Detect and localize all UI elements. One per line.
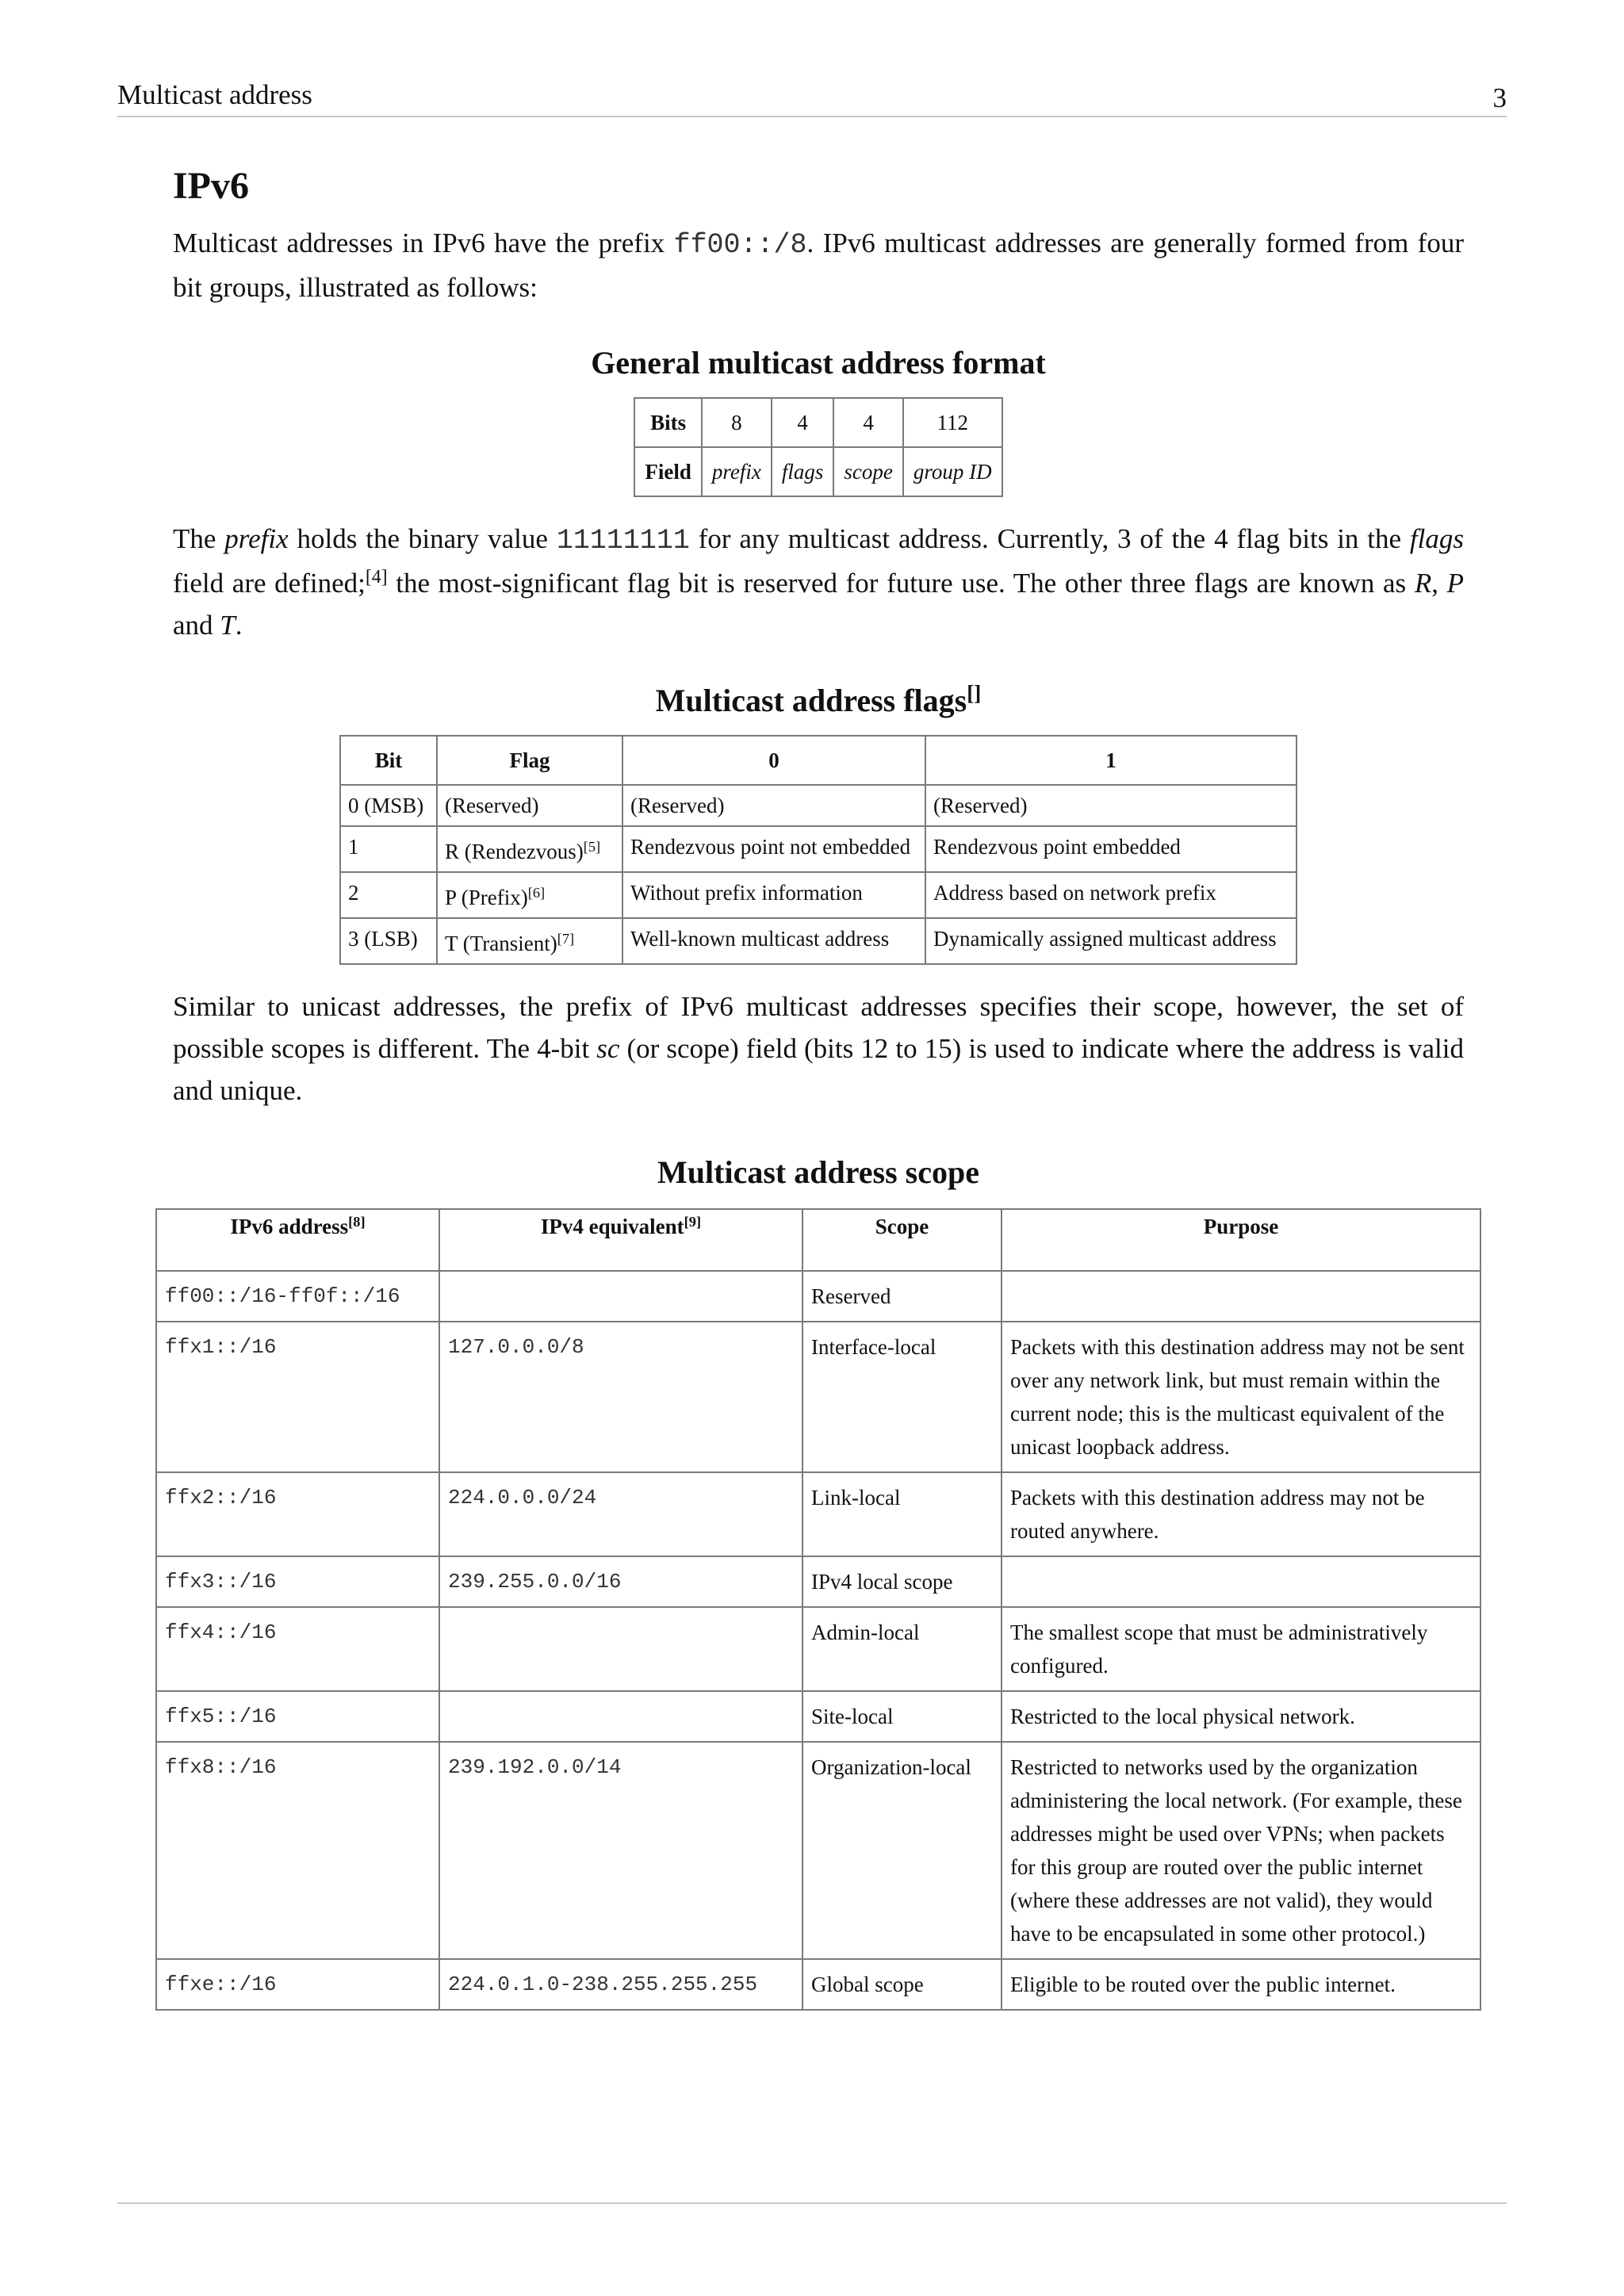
- footer-divider: [117, 2202, 1507, 2204]
- prefix-text: .: [235, 610, 243, 641]
- purpose-cell: Restricted to the local physical network.: [1002, 1691, 1480, 1742]
- flag-name: T (Transient): [445, 932, 557, 955]
- table-row: [156, 1691, 1480, 1742]
- page-content: [165, 163, 1465, 2011]
- intro-text-after: . IPv6 multicast addresses are generally formed from four bit groups, illustrated as follows:: [173, 228, 1464, 303]
- citation-link[interactable]: [7]: [557, 930, 575, 947]
- flag-name-cell: [437, 872, 622, 918]
- flag-zero-cell: (Reserved): [622, 785, 925, 826]
- flag-zero-cell: Without prefix information: [622, 872, 925, 918]
- table-row: [156, 1607, 1480, 1691]
- scope-cell: Global scope: [802, 1959, 1002, 2010]
- prefix-text: holds the binary value: [288, 523, 557, 554]
- flags-header-cell: Bit: [340, 736, 437, 785]
- format-bits-label: Bits: [634, 398, 702, 447]
- purpose-cell: [1002, 1271, 1480, 1322]
- flag-r: R: [1414, 568, 1432, 599]
- flag-zero-cell: Well-known multicast address: [622, 918, 925, 964]
- flag-name: P (Prefix): [445, 886, 528, 909]
- format-field-cell: group ID: [903, 447, 1002, 496]
- flag-bit-cell: 1: [340, 826, 437, 872]
- citation-link[interactable]: [4]: [365, 567, 388, 588]
- format-field-label: Field: [634, 447, 702, 496]
- table-row: [156, 1322, 1480, 1472]
- citation-link[interactable]: [5]: [583, 838, 601, 855]
- citation-link[interactable]: []: [967, 681, 982, 706]
- table-row: [156, 1556, 1480, 1607]
- section-heading: IPv6: [173, 165, 249, 207]
- flag-name: (Reserved): [445, 794, 539, 817]
- scope-header-label: IPv6 address: [230, 1215, 349, 1238]
- flag-bit-cell: 2: [340, 872, 437, 918]
- binary-value: 11111111: [556, 525, 690, 557]
- flag-p: P: [1446, 568, 1464, 599]
- scope-cell: Admin-local: [802, 1607, 1002, 1691]
- scope-header-cell: [802, 1209, 1002, 1271]
- citation-link[interactable]: [6]: [527, 884, 546, 901]
- ipv4-equivalent-cell: [439, 1691, 802, 1742]
- running-header-title: Multicast address: [117, 79, 312, 110]
- format-bits-cell: 8: [702, 398, 772, 447]
- sc-term: sc: [596, 1033, 620, 1064]
- scope-cell: Interface-local: [802, 1322, 1002, 1472]
- prefix-text: field are defined;: [173, 568, 366, 599]
- intro-text-before: Multicast addresses in IPv6 have the prefix: [173, 228, 674, 258]
- scope-cell: Link-local: [802, 1472, 1002, 1556]
- flags-term: flags: [1409, 523, 1464, 554]
- scope-header-cell: [439, 1209, 802, 1271]
- table-row: [156, 1472, 1480, 1556]
- ipv6-address-cell: ffx1::/16: [156, 1322, 439, 1472]
- scope-text: (or scope) field (bits 12 to 15) is used to indicate where the address is valid and unique.: [173, 1033, 1464, 1106]
- prefix-text: ,: [1431, 568, 1447, 599]
- flag-name-cell: [437, 918, 622, 964]
- flag-t: T: [220, 610, 236, 641]
- running-header: [117, 76, 1507, 117]
- scope-paragraph: [173, 985, 1464, 1112]
- page-number: 3: [1492, 82, 1507, 113]
- table-row: [340, 872, 1297, 918]
- scope-cell: Site-local: [802, 1691, 1002, 1742]
- flag-name-cell: [437, 826, 622, 872]
- ipv4-equivalent-cell: [439, 1271, 802, 1322]
- citation-link[interactable]: [9]: [684, 1213, 702, 1230]
- scope-cell: IPv4 local scope: [802, 1556, 1002, 1607]
- prefix-text: The: [173, 523, 225, 554]
- ipv6-address-cell: ffx2::/16: [156, 1472, 439, 1556]
- table-row: [340, 918, 1297, 964]
- flag-one-cell: Rendezvous point embedded: [925, 826, 1297, 872]
- scope-header-cell: [156, 1209, 439, 1271]
- prefix-text: and: [173, 610, 220, 641]
- ipv6-address-cell: ffx3::/16: [156, 1556, 439, 1607]
- format-bits-cell: 112: [903, 398, 1002, 447]
- purpose-cell: The smallest scope that must be administratively configured.: [1002, 1607, 1480, 1691]
- flags-table-header: [340, 736, 1297, 785]
- ipv6-address-cell: ff00::/16-ff0f::/16: [156, 1271, 439, 1322]
- flag-bit-cell: 0 (MSB): [340, 785, 437, 826]
- ipv6-address-cell: ffx4::/16: [156, 1607, 439, 1691]
- flag-zero-cell: Rendezvous point not embedded: [622, 826, 925, 872]
- purpose-cell: Eligible to be routed over the public internet.: [1002, 1959, 1480, 2010]
- intro-prefix-code: ff00::/8: [673, 229, 807, 261]
- ipv6-address-cell: ffxe::/16: [156, 1959, 439, 2010]
- scope-text: Similar to unicast addresses, the prefix of IPv6 multicast addresses specifies their scope, however, the set of possible scopes is different. The 4-bit: [173, 991, 1464, 1064]
- ipv4-equivalent-cell: [439, 1607, 802, 1691]
- scope-header-label: Purpose: [1203, 1215, 1279, 1238]
- scope-table-caption: Multicast address scope: [657, 1154, 979, 1190]
- format-table-field-row: [634, 447, 1002, 496]
- citation-link[interactable]: [8]: [348, 1213, 366, 1230]
- purpose-cell: Packets with this destination address may not be routed anywhere.: [1002, 1472, 1480, 1556]
- format-table: [634, 397, 1002, 497]
- format-bits-cell: 4: [833, 398, 902, 447]
- format-field-cell: flags: [772, 447, 834, 496]
- flag-name-cell: [437, 785, 622, 826]
- format-table-caption: General multicast address format: [591, 345, 1046, 381]
- scope-header-cell: [1002, 1209, 1480, 1271]
- scope-cell: Organization-local: [802, 1742, 1002, 1959]
- scope-header-label: IPv4 equivalent: [540, 1215, 684, 1238]
- flags-header-cell: 1: [925, 736, 1297, 785]
- prefix-term: prefix: [224, 523, 289, 554]
- prefix-text: for any multicast address. Currently, 3 of the 4 flag bits in the: [689, 523, 1410, 554]
- ipv4-equivalent-cell: 239.192.0.0/14: [439, 1742, 802, 1959]
- format-table-bits-row: [634, 398, 1002, 447]
- flag-name: R (Rendezvous): [445, 840, 584, 863]
- ipv4-equivalent-cell: 239.255.0.0/16: [439, 1556, 802, 1607]
- ipv4-equivalent-cell: 224.0.0.0/24: [439, 1472, 802, 1556]
- flags-table: [339, 735, 1297, 965]
- intro-paragraph: [173, 222, 1464, 308]
- table-row: [156, 1959, 1480, 2010]
- ipv4-equivalent-cell: 224.0.1.0-238.255.255.255: [439, 1959, 802, 2010]
- flags-header-cell: Flag: [437, 736, 622, 785]
- ipv4-equivalent-cell: 127.0.0.0/8: [439, 1322, 802, 1472]
- flag-one-cell: (Reserved): [925, 785, 1297, 826]
- prefix-paragraph: [173, 518, 1464, 646]
- prefix-text: the most-significant flag bit is reserved for future use. The other three flags are known as: [387, 568, 1415, 599]
- flag-one-cell: Address based on network prefix: [925, 872, 1297, 918]
- purpose-cell: Packets with this destination address may not be sent over any network link, but must remain within the current node; this is the multicast equivalent of the unicast loopback address.: [1002, 1322, 1480, 1472]
- ipv6-address-cell: ffx5::/16: [156, 1691, 439, 1742]
- scope-cell: Reserved: [802, 1271, 1002, 1322]
- scope-header-label: Scope: [875, 1215, 929, 1238]
- flags-header-cell: 0: [622, 736, 925, 785]
- table-row: [156, 1271, 1480, 1322]
- ipv6-address-cell: ffx8::/16: [156, 1742, 439, 1959]
- purpose-cell: [1002, 1556, 1480, 1607]
- format-field-cell: prefix: [702, 447, 772, 496]
- table-row: [340, 785, 1297, 826]
- flag-bit-cell: 3 (LSB): [340, 918, 437, 964]
- flags-caption-text: Multicast address flags: [655, 683, 967, 718]
- format-bits-cell: 4: [772, 398, 834, 447]
- format-field-cell: scope: [833, 447, 902, 496]
- flag-one-cell: Dynamically assigned multicast address: [925, 918, 1297, 964]
- purpose-cell: Restricted to networks used by the organization administering the local network. (For example, these addresses might be used over VPNs; when packets for this group are routed over the public internet (where these addresses are not valid), they would have to be encapsulated in some other protocol.): [1002, 1742, 1480, 1959]
- table-row: [340, 826, 1297, 872]
- scope-table: [155, 1208, 1481, 2011]
- table-row: [156, 1742, 1480, 1959]
- flags-table-caption: [173, 681, 1464, 721]
- scope-table-header: [156, 1209, 1480, 1271]
